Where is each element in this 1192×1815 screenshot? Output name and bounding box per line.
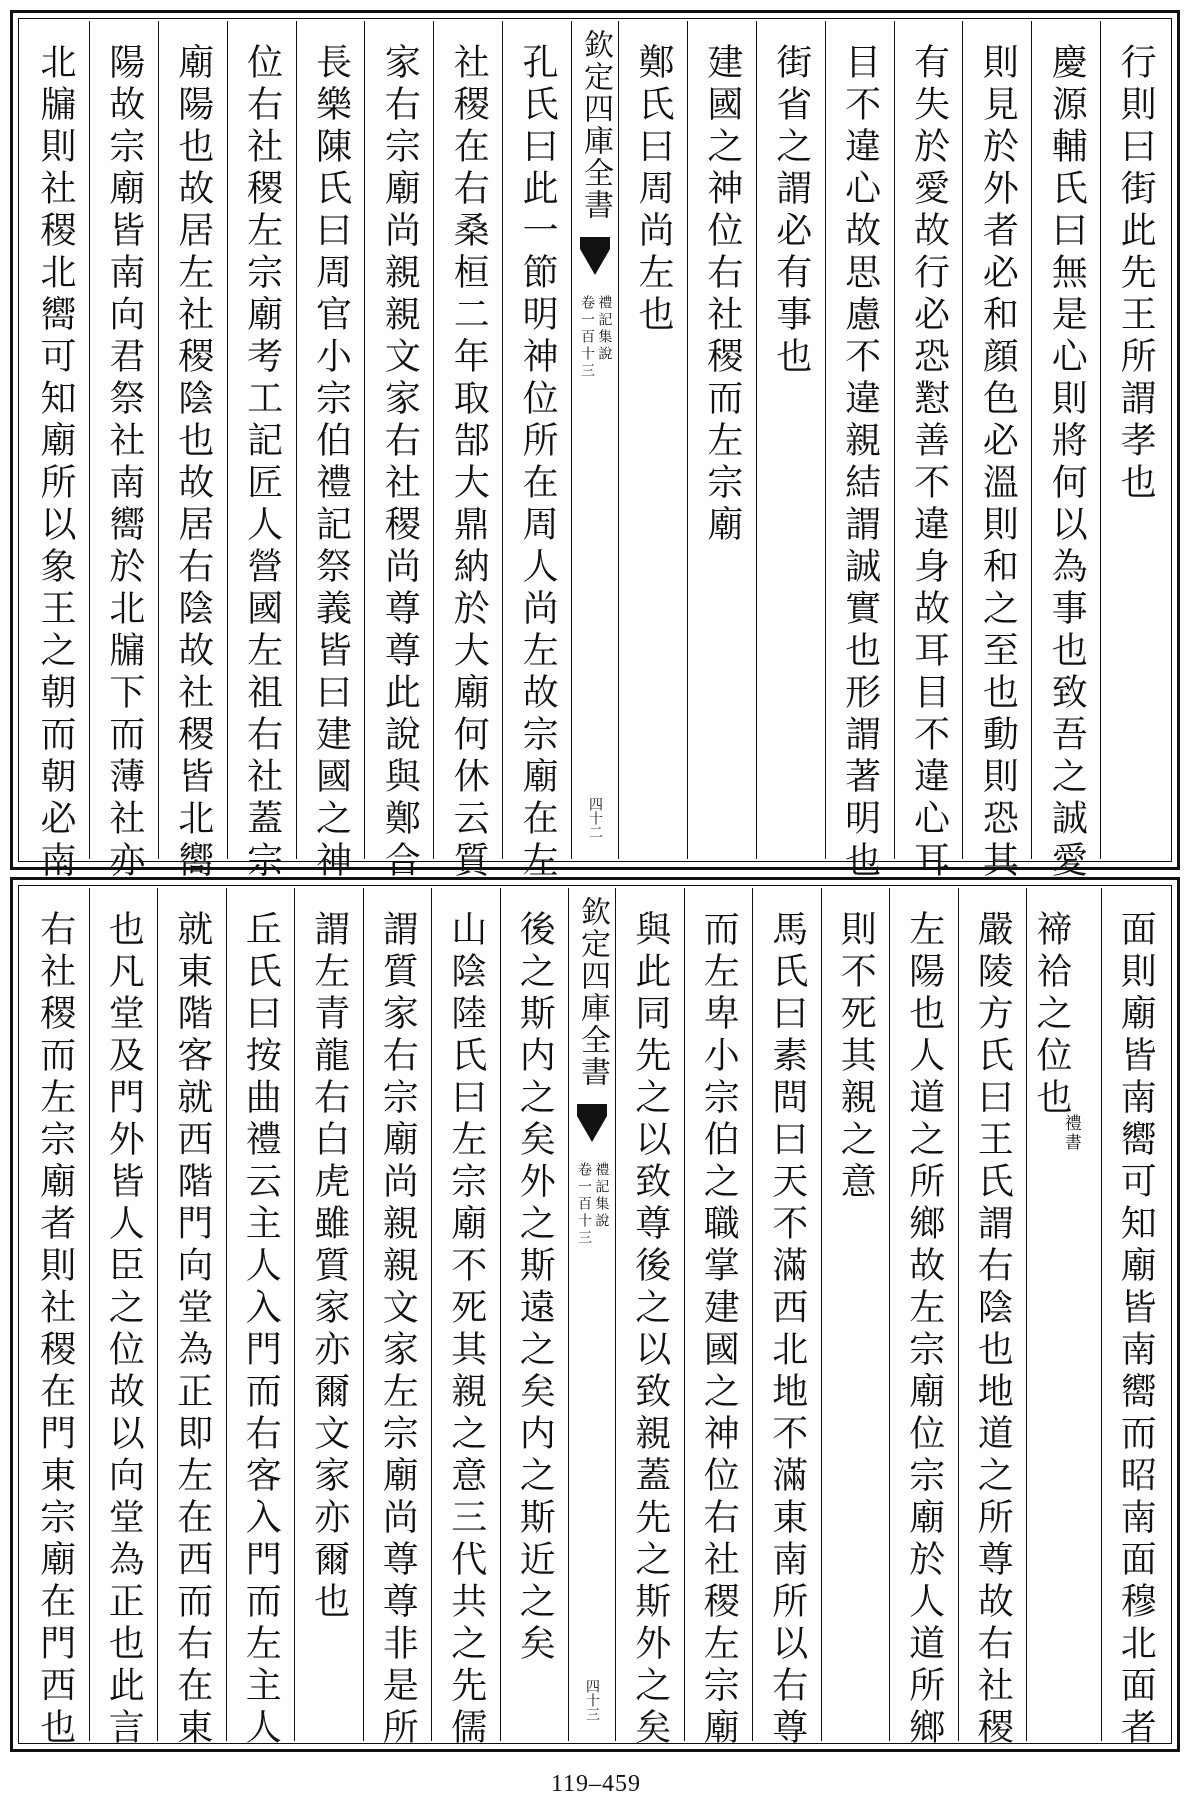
column-text: 左陽也人道之所鄉故左宗廟位宗廟於人道所鄉 xyxy=(903,910,945,1750)
column-text: 孔氏曰此一節明神位所在周人尚左故宗廟在左 xyxy=(517,43,559,883)
text-column xyxy=(1100,21,1169,859)
text-column xyxy=(294,888,363,1741)
column-text: 就東階客就西階門向堂為正即左在西而右在東 xyxy=(171,910,213,1750)
text-column xyxy=(684,888,753,1750)
text-column xyxy=(962,21,1031,883)
text-column xyxy=(89,888,158,1750)
margin-leaf-number: 四十三 xyxy=(584,1679,600,1721)
text-column xyxy=(21,21,89,883)
text-column xyxy=(363,888,432,1750)
text-column xyxy=(227,21,296,883)
column-text: 長樂陳氏曰周官小宗伯禮記祭義皆曰建國之神 xyxy=(310,43,352,883)
column-text: 廟陽也故居左社稷陰也故居右陰故社稷皆北嚮 xyxy=(172,43,214,883)
text-column xyxy=(158,21,227,883)
margin-title: 欽定四庫全書 xyxy=(575,896,610,1088)
interlinear-note: 禮書 xyxy=(1060,1114,1081,1152)
text-column xyxy=(894,21,963,883)
column-text: 後之斯内之矣外之斯遠之矣内之斯近之矣 xyxy=(514,910,556,1666)
column-text: 陽故宗廟皆南向君祭社南嚮於北牖下而薄社亦 xyxy=(103,43,145,883)
text-column xyxy=(821,888,890,1741)
column-text: 而左卑小宗伯之職掌建國之神位右社稷左宗廟 xyxy=(698,910,740,1750)
top-page-panel xyxy=(10,10,1180,883)
page-number: 119–459 xyxy=(550,1771,642,1797)
text-column xyxy=(752,888,821,1750)
text-column xyxy=(756,21,825,859)
column-text: 目不違心故思慮不違親結謂誠實也形謂著明也 xyxy=(839,43,881,883)
column-text: 鄭氏曰周尚左也 xyxy=(632,43,674,337)
text-column xyxy=(618,21,687,859)
column-text: 嚴陵方氏曰王氏謂右陰也地道之所尊故右社稷 xyxy=(972,910,1014,1750)
column-text: 山陰陸氏曰左宗廟不死其親之意三代共之先儒 xyxy=(445,910,487,1750)
column-text: 社稷在右桑桓二年取郜大鼎納於大廟何休云質 xyxy=(448,43,490,883)
column-text: 面則廟皆南嚮可知廟皆南嚮而昭南面穆北面者 xyxy=(1115,910,1157,1750)
column-text: 家右宗廟尚親親文家右社稷尚尊尊此說與鄭合 xyxy=(379,43,421,883)
text-column xyxy=(825,21,894,883)
bottom-text-columns xyxy=(21,888,1169,1750)
margin-subtitle xyxy=(576,1162,609,1247)
text-column xyxy=(157,888,226,1750)
margin-title: 欽定四庫全書 xyxy=(578,29,613,221)
text-column xyxy=(433,21,502,883)
column-text: 街省之謂必有事也 xyxy=(770,43,812,379)
margin-subtitle xyxy=(579,295,612,380)
column-text: 馬氏曰素問曰天不滿西北地不滿東南所以右尊 xyxy=(766,910,808,1750)
margin-volume: 卷一百十三 xyxy=(576,1162,592,1247)
text-column xyxy=(500,888,569,1741)
text-column xyxy=(687,21,756,859)
page-margin-center xyxy=(571,21,618,859)
text-column xyxy=(889,888,958,1750)
column-text: 有失於愛故行必恐懟善不違身故耳目不違心耳 xyxy=(908,43,950,883)
fish-tail-mark-icon xyxy=(577,1104,607,1156)
text-column xyxy=(364,21,433,883)
column-text: 位右社稷左宗廟考工記匠人營國左祖右社蓋宗 xyxy=(241,43,283,883)
column-text: 北牖則社稷北嚮可知廟所以象王之朝而朝必南 xyxy=(34,43,76,883)
fish-tail-mark-icon xyxy=(580,237,610,289)
column-text: 與此同先之以致尊後之以致親蓋先之斯外之矣 xyxy=(629,910,671,1750)
margin-book: 禮記集說 xyxy=(593,1162,610,1230)
page-margin-center xyxy=(568,888,615,1741)
margin-book: 禮記集說 xyxy=(596,295,613,363)
margin-leaf-number: 四十二 xyxy=(587,797,603,839)
text-column xyxy=(226,888,295,1750)
column-text: 行則曰街此先王所謂孝也 xyxy=(1115,43,1157,505)
column-text: 謂左青龍右白虎雖質家亦爾文家亦爾也 xyxy=(308,910,350,1624)
text-column xyxy=(1031,21,1100,883)
text-column xyxy=(1101,888,1170,1750)
top-text-columns xyxy=(21,21,1169,883)
text-column xyxy=(958,888,1027,1750)
column-text: 謂質家右宗廟尚親親文家左宗廟尚尊尊非是所 xyxy=(377,910,419,1750)
column-text: 禘祫之位也 xyxy=(1031,910,1072,1120)
column-text: 丘氏曰按曲禮云主人入門而右客入門而左主人 xyxy=(240,910,282,1750)
text-column xyxy=(431,888,500,1750)
column-text: 右社稷而左宗廟者則社稷在門東宗廟在門西也 xyxy=(34,910,76,1750)
column-text: 也凡堂及門外皆人臣之位故以向堂為正也此言 xyxy=(103,910,145,1750)
text-column xyxy=(615,888,684,1750)
bottom-page-panel xyxy=(10,877,1180,1752)
column-text: 建國之神位右社稷而左宗廟 xyxy=(701,43,743,547)
text-column xyxy=(21,888,89,1750)
text-column xyxy=(89,21,158,883)
margin-volume: 卷一百十三 xyxy=(579,295,595,380)
column-text: 慶源輔氏曰無是心則將何以為事也致吾之誠愛 xyxy=(1046,43,1088,883)
column-text: 則見於外者必和顔色必溫則和之至也動則恐其 xyxy=(977,43,1019,883)
text-column xyxy=(1026,888,1101,1741)
text-column xyxy=(502,21,571,883)
column-text: 則不死其親之意 xyxy=(835,910,877,1204)
text-column xyxy=(296,21,365,883)
